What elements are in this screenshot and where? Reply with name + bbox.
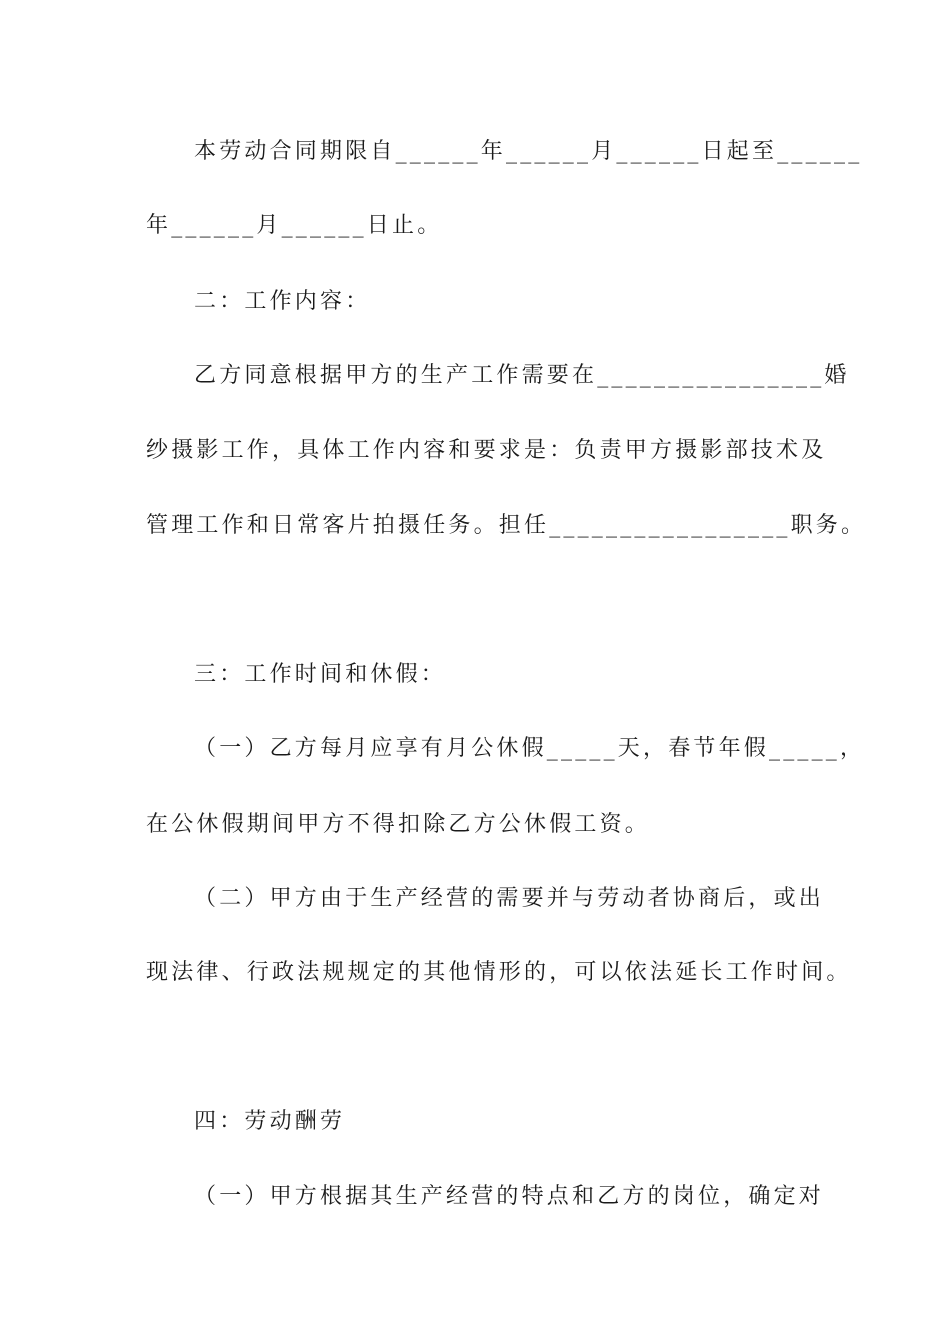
work-content-line-3: 管理工作和日常客片拍摄任务。担任_________________职务。 [146, 513, 867, 538]
work-content-line-2: 纱摄影工作，具体工作内容和要求是：负责甲方摄影部技术及 [146, 438, 827, 463]
contract-term-line-2: 年______月______日止。 [146, 213, 443, 238]
work-time-clause-2-line-2: 现法律、行政法规规定的其他情形的，可以依法延长工作时间。 [146, 960, 852, 985]
section-heading-work-content: 二：工作内容： [194, 289, 371, 314]
contract-term-line-1: 本劳动合同期限自______年______月______日起至______ [194, 139, 863, 164]
section-heading-remuneration: 四：劳动酬劳 [194, 1109, 346, 1134]
work-time-clause-1-line-1: （一）乙方每月应享有月公休假_____天，春节年假_____， [194, 736, 866, 761]
work-time-clause-2-line-1: （二）甲方由于生产经营的需要并与劳动者协商后，或出 [194, 886, 825, 911]
section-heading-work-time: 三：工作时间和休假： [194, 662, 447, 687]
work-time-clause-1-line-2: 在公休假期间甲方不得扣除乙方公休假工资。 [146, 812, 651, 837]
work-content-line-1: 乙方同意根据甲方的生产工作需要在________________婚 [194, 363, 850, 388]
remuneration-clause-1-line-1: （一）甲方根据其生产经营的特点和乙方的岗位，确定对 [194, 1184, 825, 1209]
